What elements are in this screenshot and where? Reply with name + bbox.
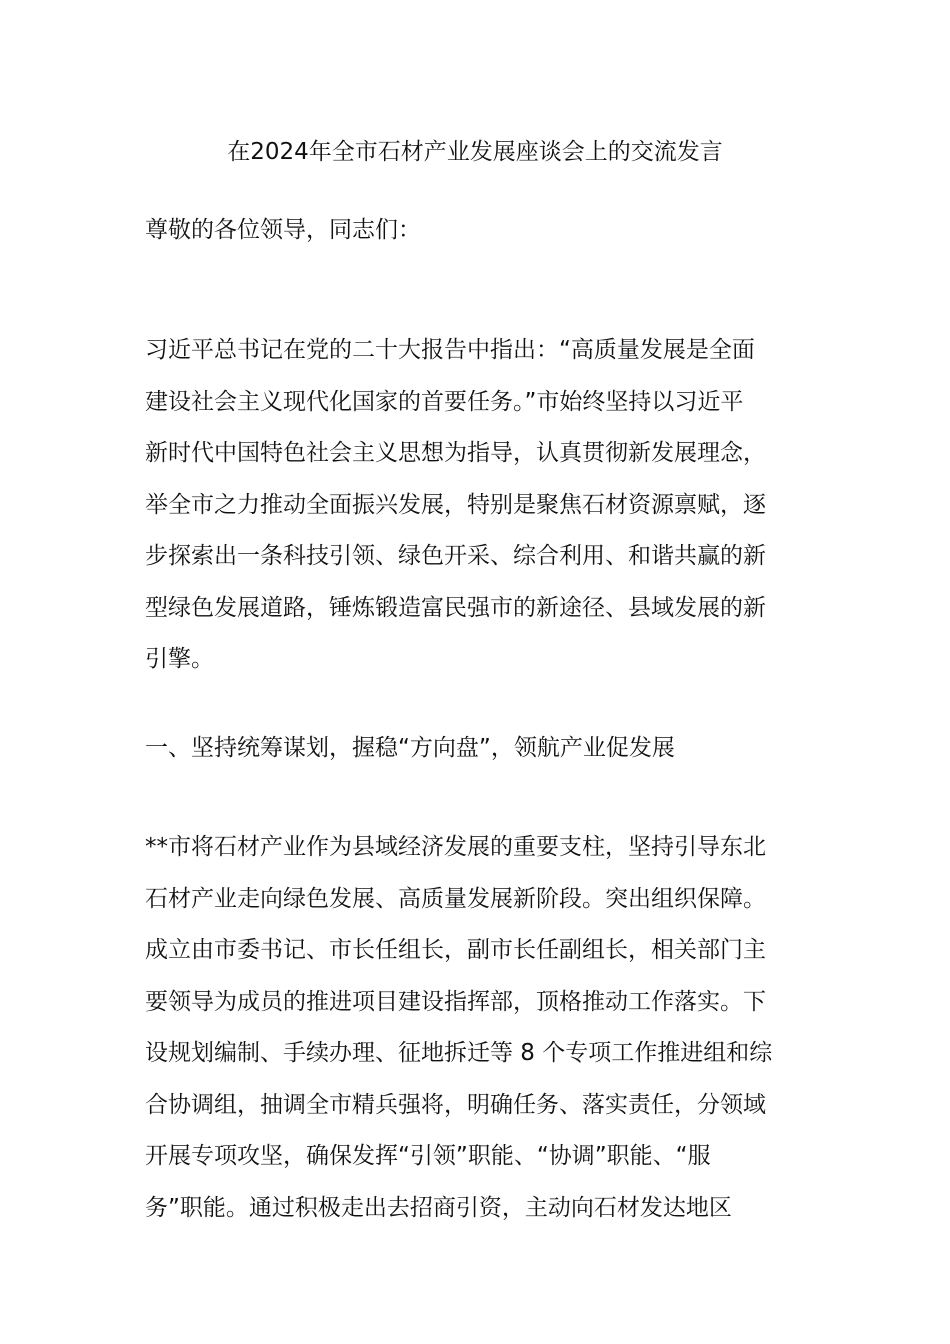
paragraph-line: 开展专项攻坚，确保发挥“引领”职能、“协调”职能、“服 <box>145 1143 711 1169</box>
paragraph-line: 习近平总书记在党的二十大报告中指出：“高质量发展是全面 <box>145 337 755 363</box>
paragraph-line: 举全市之力推动全面振兴发展，特别是聚焦石材资源禀赋，逐 <box>145 491 766 518</box>
paragraph-line: 成立由市委书记、市长任组长，副市长任副组长，相关部门主 <box>145 937 766 963</box>
paragraph-line: 石材产业走向绿色发展、高质量发展新阶段。突出组织保障。 <box>145 885 766 912</box>
section-heading-text: 一、坚持统筹谋划，握稳“方向盘”，领航产业促发展 <box>145 735 675 761</box>
paragraph-line: 务”职能。通过积极走出去招商引资，主动向石材发达地区 <box>145 1194 732 1221</box>
paragraph-line: 新时代中国特色社会主义思想为指导，认真贯彻新发展理念， <box>145 440 766 466</box>
paragraph-line: 合协调组，抽调全市精兵强将，明确任务、落实责任，分领域 <box>145 1091 766 1118</box>
paragraph-section-1 <box>145 822 810 1234</box>
paragraph-line: 建设社会主义现代化国家的首要任务。”市始终坚持以习近平 <box>145 388 744 415</box>
salutation <box>145 205 810 257</box>
paragraph-intro <box>145 325 810 686</box>
paragraph-line: 要领导为成员的推进项目建设指挥部，顶格推动工作落实。下 <box>145 988 766 1015</box>
section-heading-1 <box>145 723 810 775</box>
paragraph-line: 步探索出一条科技引领、绿色开采、综合利用、和谐共赢的新 <box>145 543 766 569</box>
paragraph-line: 型绿色发展道路，锤炼锻造富民强市的新途径、县域发展的新 <box>145 594 766 621</box>
paragraph-line: **市将石材产业作为县域经济发展的重要支柱，坚持引导东北 <box>145 834 766 860</box>
document-title: 在2024年全市石材产业发展座谈会上的交流发言 <box>227 139 723 165</box>
paragraph-line: 引擎。 <box>145 646 214 672</box>
paragraph-line: 设规划编制、手续办理、征地拆迁等 8 个专项工作推进组和综 <box>145 1040 773 1066</box>
salutation-text: 尊敬的各位领导，同志们： <box>145 217 421 243</box>
